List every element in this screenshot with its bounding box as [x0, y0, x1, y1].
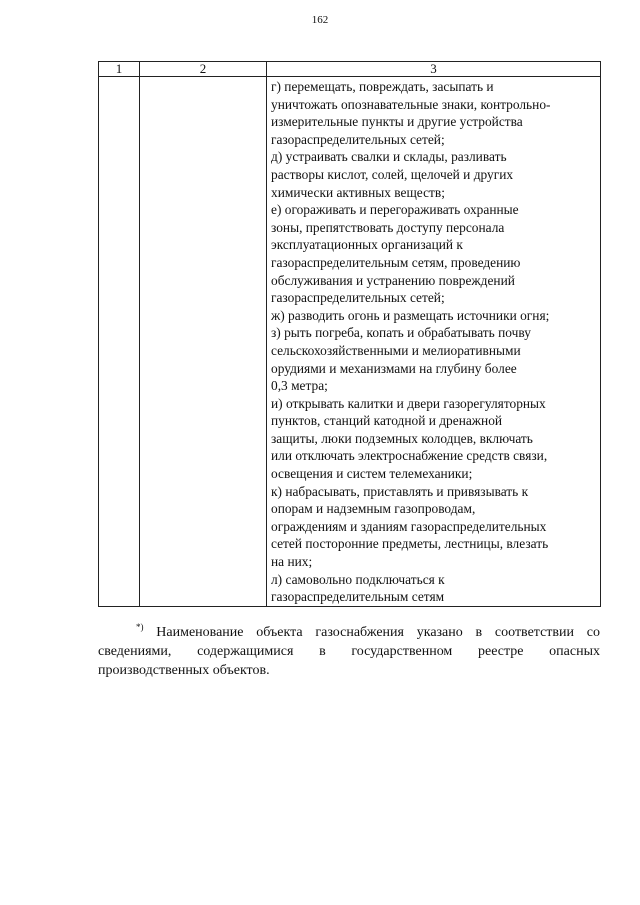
document-table [98, 61, 601, 607]
list-line: освещения и систем телемеханики; [271, 466, 473, 482]
list-line: е) огораживать и перегораживать охранные [271, 202, 519, 218]
list-line: газораспределительных сетей; [271, 290, 445, 306]
list-line: зоны, препятствовать доступу персонала [271, 219, 505, 235]
list-line: д) устраивать свалки и склады, разливать [271, 149, 507, 165]
footnote-marker: *) [136, 622, 144, 632]
column-header-2: 2 [140, 62, 267, 77]
list-line: ж) разводить огонь и размещать источники огня; [271, 307, 550, 323]
list-line: з) рыть погреба, копать и обрабатывать почву [271, 325, 531, 341]
list-line: газораспределительных сетей; [271, 131, 445, 147]
list-line: защиты, люки подземных колодцев, включать [271, 430, 533, 446]
table-cell-prohibitions [267, 77, 601, 607]
table-cell-col1 [99, 77, 140, 607]
footnote-line: производственных объектов. [98, 663, 270, 678]
list-line: опорам и надземным газопроводам, [271, 501, 476, 517]
list-line: и) открывать калитки и двери газорегуляторных [271, 395, 546, 411]
footnote-line [98, 618, 600, 642]
list-line: 0,3 метра; [271, 378, 328, 394]
list-line: ограждениям и зданиям газораспределительных [271, 518, 547, 534]
list-line: к) набрасывать, приставлять и привязывать к [271, 483, 529, 499]
footnote-line: сведениями, содержащимися в государственном реестре опасных [98, 644, 600, 659]
list-line: на них; [271, 554, 313, 570]
table-header-row [99, 62, 601, 77]
list-line: газораспределительным сетям [271, 589, 445, 605]
list-line: сельскохозяйственными и мелиоративными [271, 342, 521, 358]
list-line: измерительные пункты и другие устройства [271, 114, 523, 130]
footnote-text: Наименование объекта газоснабжения указано в соответствии со [156, 625, 600, 640]
table-cell-col2 [140, 77, 267, 607]
footnote [98, 618, 600, 680]
list-line: орудиями и механизмами на глубину более [271, 360, 517, 376]
list-line: л) самовольно подключаться к [271, 571, 445, 587]
list-line: обслуживания и устранению повреждений [271, 272, 515, 288]
column-header-1: 1 [99, 62, 140, 77]
list-line: или отключать электроснабжение средств связи, [271, 448, 548, 464]
page-number: 162 [311, 14, 329, 26]
list-line: эксплуатационных организаций к [271, 237, 463, 253]
list-line: уничтожать опознавательные знаки, контрольно- [271, 96, 551, 112]
table-row [99, 77, 601, 607]
list-line: г) перемещать, повреждать, засыпать и [271, 79, 494, 94]
list-line: растворы кислот, солей, щелочей и других [271, 166, 514, 182]
list-line: химически активных веществ; [271, 184, 445, 200]
list-line: газораспределительным сетям, проведению [271, 254, 521, 270]
list-line: пунктов, станций катодной и дренажной [271, 413, 503, 429]
column-header-3: 3 [267, 62, 601, 77]
list-line: сетей посторонние предметы, лестницы, влезать [271, 536, 549, 552]
prohibition-list [267, 77, 600, 606]
